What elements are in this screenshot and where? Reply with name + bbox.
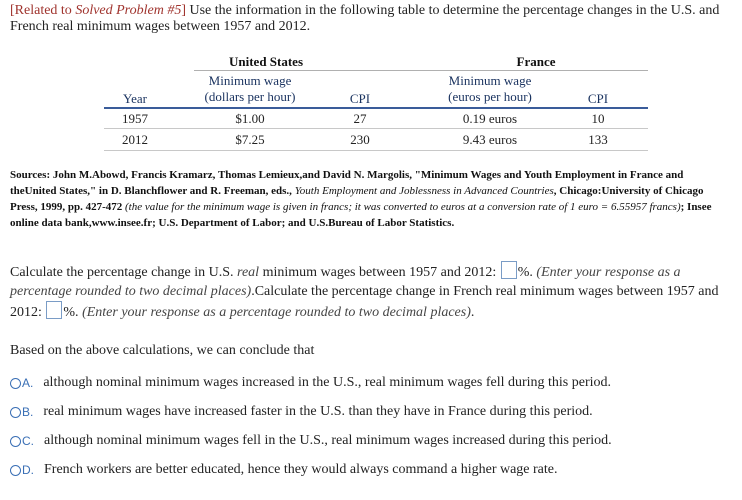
choice-b[interactable]: B. real minimum wages have increased faster in the U.S. than they have in France during this period. [10, 404, 593, 420]
header-year: Year [123, 91, 147, 106]
france-percent-input[interactable] [46, 301, 62, 319]
table-row-1-year: 1957 [122, 111, 148, 126]
table-row-2-fr-cpi: 133 [588, 132, 608, 147]
radio-icon[interactable] [10, 407, 21, 418]
table-row-1-us-cpi: 27 [353, 111, 367, 126]
table-row-2-us-cpi: 230 [350, 132, 370, 147]
header-us-wage-line1: Minimum wage [208, 73, 292, 88]
problem-tag: [Related to Solved Problem #5] [10, 3, 186, 18]
question-text: Calculate the percentage change in U.S. real minimum wages between 1957 and 2012: %. (Enter your response as a percentage rounded to two decimal places).Calculate the percentage change in French real minimum wages between 1957 and 2012: %. (Enter your response as a percentage rounded to two decimal places). [10, 261, 738, 322]
choice-a[interactable]: A. although nominal minimum wages increased in the U.S., real minimum wages fell during this period. [10, 375, 611, 391]
group-header-france: France [516, 54, 556, 69]
problem-intro: [Related to Solved Problem #5] Use the information in the following table to determine the percentage changes in the U.S. and French real minimum wages between 1957 and 2012. [10, 3, 720, 34]
radio-icon[interactable] [10, 436, 21, 447]
table-row-1-us-wage: $1.00 [235, 111, 265, 126]
table-row-1-fr-cpi: 10 [591, 111, 605, 126]
header-us-wage-line2: (dollars per hour) [204, 89, 296, 104]
sources-note: Sources: John M.Abowd, Francis Kramarz, Thomas Lemieux,and David N. Margolis, "Minimum Wages and Youth Employment in France and theUnited States," in D. Blanchflower and R. Freeman, eds., Youth Employment and Joblessness in Advanced Countries, Chicago:University of Chicago Press, 1999, pp. 427-472 (the value for the minimum wage is given in francs; it was converted to euros at a conversion rate of 1 euro = 6.55957 francs); Insee online data bank,www.insee.fr; U.S. Department of Labor; and U.S.Bureau of Labor Statistics. [10, 169, 712, 229]
header-us-cpi: CPI [349, 91, 371, 106]
choice-c[interactable]: C. although nominal minimum wages fell in the U.S., real minimum wages increased during this period. [10, 433, 612, 449]
header-fr-wage-line1: Minimum wage [448, 73, 532, 88]
header-fr-cpi: CPI [587, 91, 609, 106]
table-row-2-year: 2012 [122, 132, 148, 147]
conclusion-prompt: Based on the above calculations, we can conclude that [10, 343, 315, 358]
header-fr-wage-line2: (euros per hour) [448, 89, 532, 104]
table-row-2-fr-wage: 9.43 euros [462, 132, 518, 147]
table-row-1-fr-wage: 0.19 euros [462, 111, 518, 126]
us-percent-input[interactable] [501, 261, 517, 279]
group-header-us: United States [228, 54, 304, 69]
choice-d[interactable]: D. French workers are better educated, hence they would always command a higher wage rate. [10, 462, 558, 478]
radio-icon[interactable] [10, 465, 21, 476]
radio-icon[interactable] [10, 378, 21, 389]
table-row-2-us-wage: $7.25 [235, 132, 265, 147]
